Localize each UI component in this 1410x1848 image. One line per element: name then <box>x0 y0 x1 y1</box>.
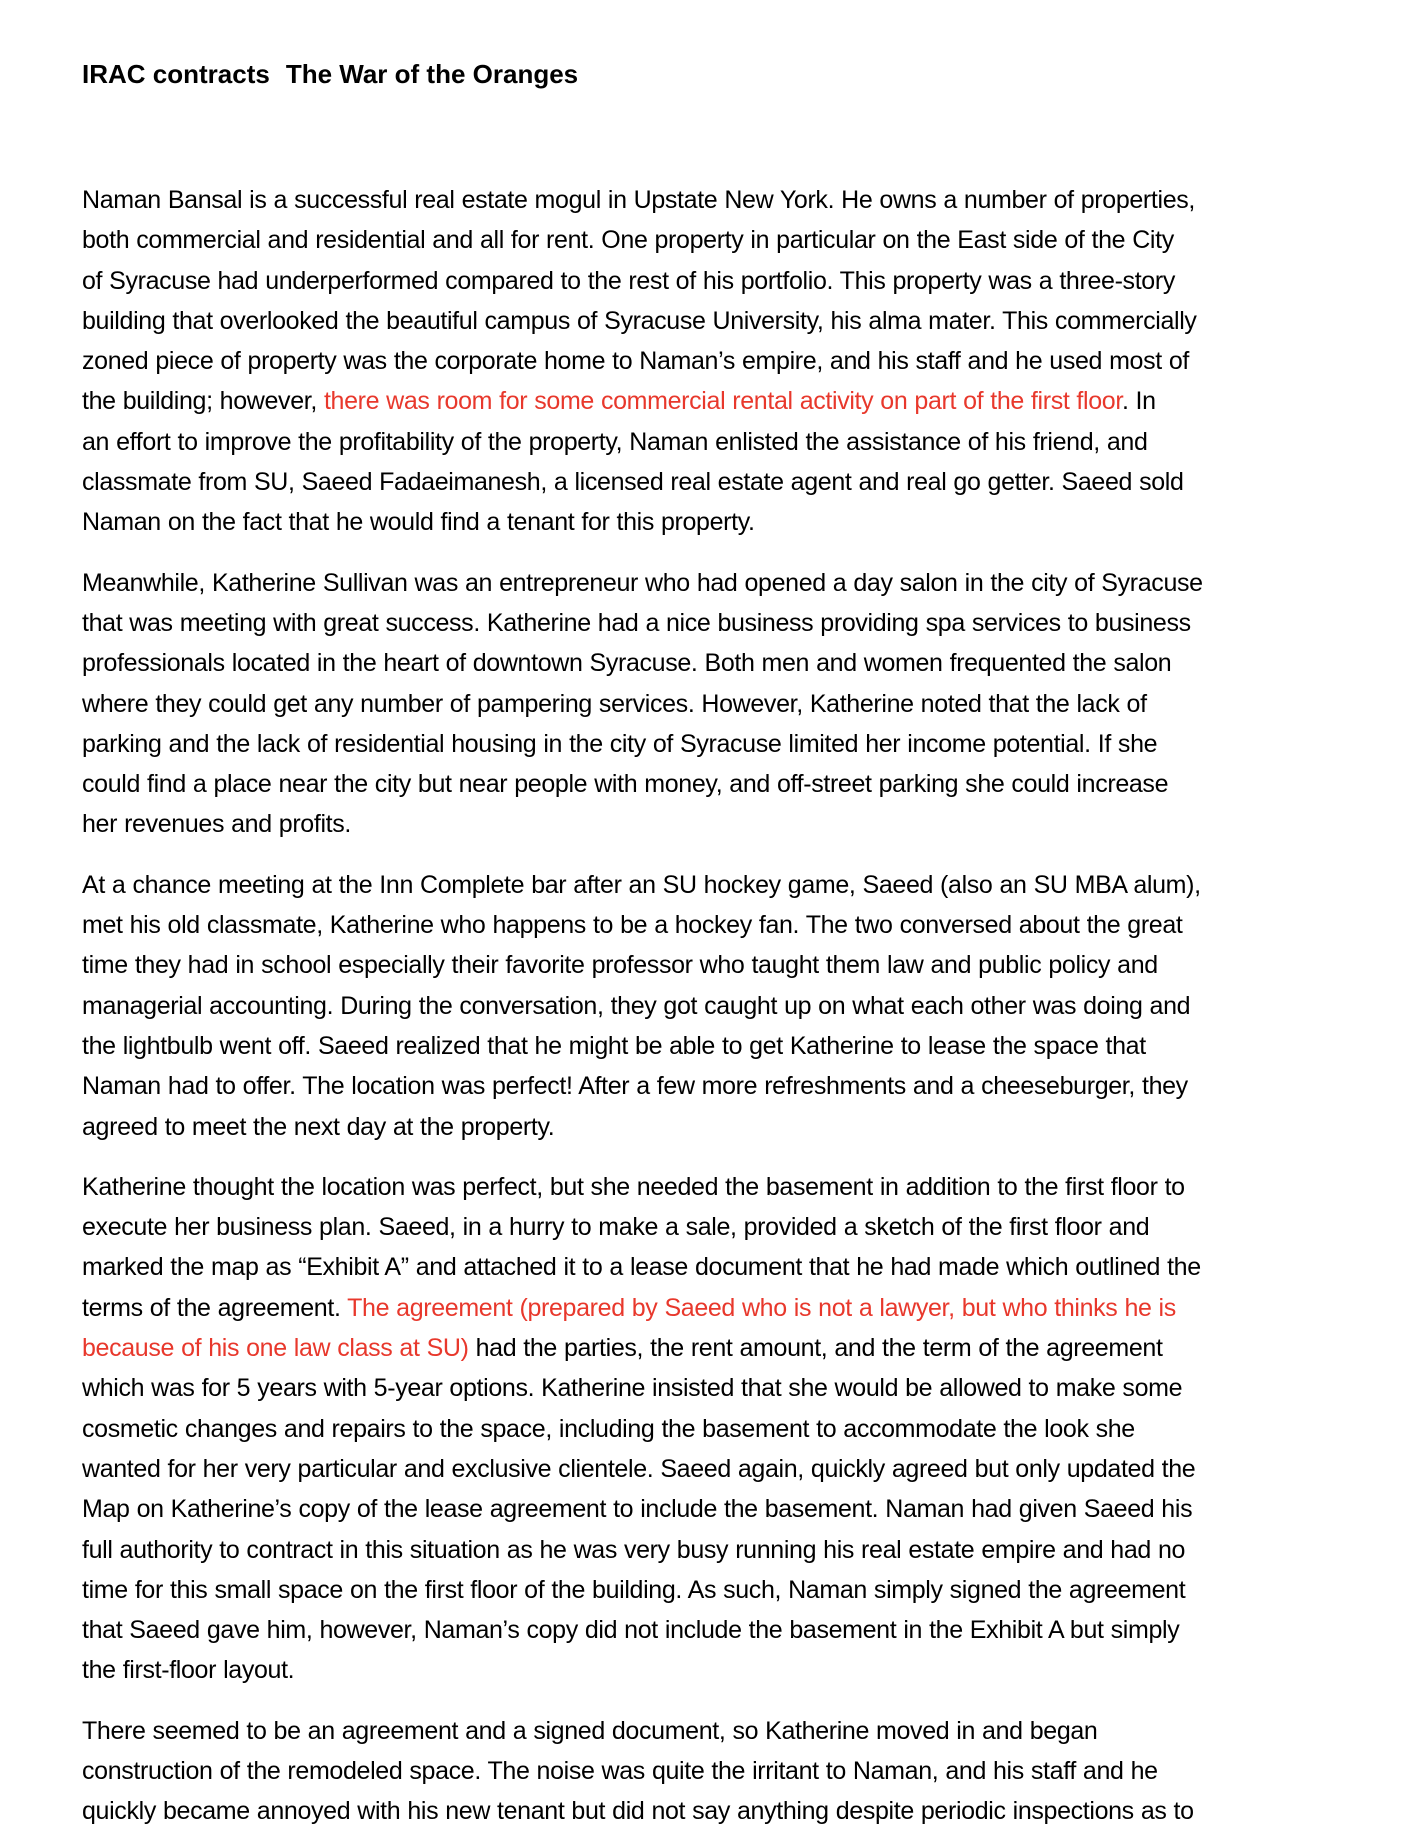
text-line <box>82 804 1382 844</box>
highlighted-text: The agreement (prepared by Saeed who is not a lawyer, but who thinks he is <box>347 1293 1176 1322</box>
text-segment: met his old classmate, Katherine who happens to be a hockey fan. The two conversed about the great <box>82 911 1183 940</box>
text-segment: Meanwhile, Katherine Sullivan was an entrepreneur who had opened a day salon in the city of Syracuse <box>82 568 1203 597</box>
text-segment: that was meeting with great success. Katherine had a nice business providing spa services to business <box>82 608 1191 637</box>
text-line <box>82 1751 1382 1791</box>
text-line <box>82 341 1382 381</box>
text-line <box>82 502 1382 542</box>
text-line <box>82 220 1382 260</box>
text-line <box>82 1791 1382 1831</box>
text-line <box>82 764 1382 804</box>
text-line <box>82 643 1382 683</box>
text-segment: an effort to improve the profitability of the property, Naman enlisted the assistance of his friend, and <box>82 427 1148 456</box>
text-line <box>82 422 1382 462</box>
text-segment: At a chance meeting at the Inn Complete bar after an SU hockey game, Saeed (also an SU MBA alum), <box>82 870 1201 899</box>
text-segment: wanted for her very particular and exclusive clientele. Saeed again, quickly agreed but only updated the <box>82 1454 1196 1483</box>
title-case-name: The War of the Oranges <box>285 59 579 89</box>
text-segment: Naman on the fact that he would find a tenant for this property. <box>82 508 755 537</box>
text-line <box>82 462 1382 502</box>
text-line <box>82 603 1382 643</box>
text-segment: both commercial and residential and all for rent. One property in particular on the East side of the City <box>82 226 1174 255</box>
title-course: IRAC contracts <box>82 59 270 89</box>
text-segment: that Saeed gave him, however, Naman’s copy did not include the basement in the Exhibit A but simply <box>82 1616 1180 1645</box>
text-segment: which was for 5 years with 5-year options. Katherine insisted that she would be allowed to make some <box>82 1374 1183 1403</box>
text-segment: marked the map as “Exhibit A” and attached it to a lease document that he had made which outlined the <box>82 1253 1201 1282</box>
text-segment: full authority to contract in this situation as he was very busy running his real estate empire and had no <box>82 1535 1186 1564</box>
text-segment: classmate from SU, Saeed Fadaeimanesh, a licensed real estate agent and real go getter. Saeed sold <box>82 468 1184 497</box>
text-line <box>82 301 1382 341</box>
text-line <box>82 684 1382 724</box>
highlighted-text: because of his one law class at SU) <box>82 1334 469 1363</box>
text-line <box>82 905 1382 945</box>
text-line <box>82 1207 1382 1247</box>
text-segment: time they had in school especially their favorite professor who taught them law and public policy and <box>82 951 1158 980</box>
text-segment: time for this small space on the first floor of the building. As such, Naman simply signed the agreement <box>82 1575 1186 1604</box>
text-segment: There seemed to be an agreement and a signed document, so Katherine moved in and began <box>82 1716 1098 1745</box>
text-segment: where they could get any number of pampering services. However, Katherine noted that the lack of <box>82 689 1147 718</box>
text-line <box>82 724 1382 764</box>
text-segment: zoned piece of property was the corporate home to Naman’s empire, and his staff and he used most of <box>82 347 1189 376</box>
paragraph-5 <box>82 1711 1382 1832</box>
text-segment: of Syracuse had underperformed compared to the rest of his portfolio. This property was a three-story <box>82 266 1175 295</box>
text-line <box>82 180 1382 220</box>
text-segment: managerial accounting. During the conversation, they got caught up on what each other was doing and <box>82 991 1191 1020</box>
text-segment: her revenues and profits. <box>82 810 352 839</box>
text-line <box>82 563 1382 603</box>
text-segment: could find a place near the city but near people with money, and off-street parking she could increase <box>82 770 1169 799</box>
text-line <box>82 1489 1382 1529</box>
text-line <box>82 1066 1382 1106</box>
document-body <box>82 180 1382 1848</box>
text-segment: agreed to meet the next day at the property. <box>82 1112 555 1141</box>
paragraph-1 <box>82 180 1382 543</box>
text-segment: parking and the lack of residential housing in the city of Syracuse limited her income potential. If she <box>82 729 1158 758</box>
paragraph-4 <box>82 1167 1382 1691</box>
text-line <box>82 1328 1382 1368</box>
text-segment: . In <box>1121 387 1156 416</box>
paragraph-2 <box>82 563 1382 845</box>
text-line <box>82 1167 1382 1207</box>
text-segment: the building; however, <box>82 387 324 416</box>
highlighted-text: there was room for some commercial rental activity on part of the first floor <box>323 387 1122 416</box>
text-line <box>82 1711 1382 1751</box>
text-line <box>82 986 1382 1026</box>
text-line <box>82 261 1382 301</box>
text-segment: Naman had to offer. The location was perfect! After a few more refreshments and a cheeseburger, they <box>82 1072 1188 1101</box>
text-line <box>82 1368 1382 1408</box>
text-line <box>82 1570 1382 1610</box>
text-segment: building that overlooked the beautiful campus of Syracuse University, his alma mater. This commercially <box>82 306 1197 335</box>
text-line <box>82 1409 1382 1449</box>
text-segment: quickly became annoyed with his new tenant but did not say anything despite periodic inspections as to <box>82 1797 1194 1826</box>
text-segment: terms of the agreement. <box>82 1293 348 1322</box>
text-line <box>82 945 1382 985</box>
text-segment: Map on Katherine’s copy of the lease agreement to include the basement. Naman had given Saeed his <box>82 1495 1193 1524</box>
text-line <box>82 1026 1382 1066</box>
paragraph-3 <box>82 865 1382 1147</box>
text-line <box>82 1107 1382 1147</box>
text-line <box>82 381 1382 421</box>
text-segment: Naman Bansal is a successful real estate mogul in Upstate New York. He owns a number of properties, <box>82 186 1195 214</box>
text-segment: the first-floor layout. <box>82 1656 295 1685</box>
text-segment: professionals located in the heart of downtown Syracuse. Both men and women frequented the salon <box>82 649 1172 678</box>
text-segment: had the parties, the rent amount, and the term of the agreement <box>468 1334 1163 1363</box>
text-line <box>82 1650 1382 1690</box>
text-segment: Katherine thought the location was perfect, but she needed the basement in addition to the first floor to <box>82 1172 1185 1201</box>
text-line <box>82 1530 1382 1570</box>
text-line <box>82 1247 1382 1287</box>
text-segment: cosmetic changes and repairs to the space, including the basement to accommodate the look she <box>82 1414 1135 1443</box>
text-segment: construction of the remodeled space. The noise was quite the irritant to Naman, and his staff and he <box>82 1756 1158 1785</box>
document-title <box>82 56 578 92</box>
text-line <box>82 1610 1382 1650</box>
text-line <box>82 865 1382 905</box>
text-segment: execute her business plan. Saeed, in a hurry to make a sale, provided a sketch of the first floor and <box>82 1213 1150 1242</box>
text-segment: the lightbulb went off. Saeed realized that he might be able to get Katherine to lease the space that <box>82 1031 1146 1060</box>
text-line <box>82 1449 1382 1489</box>
text-line <box>82 1288 1382 1328</box>
